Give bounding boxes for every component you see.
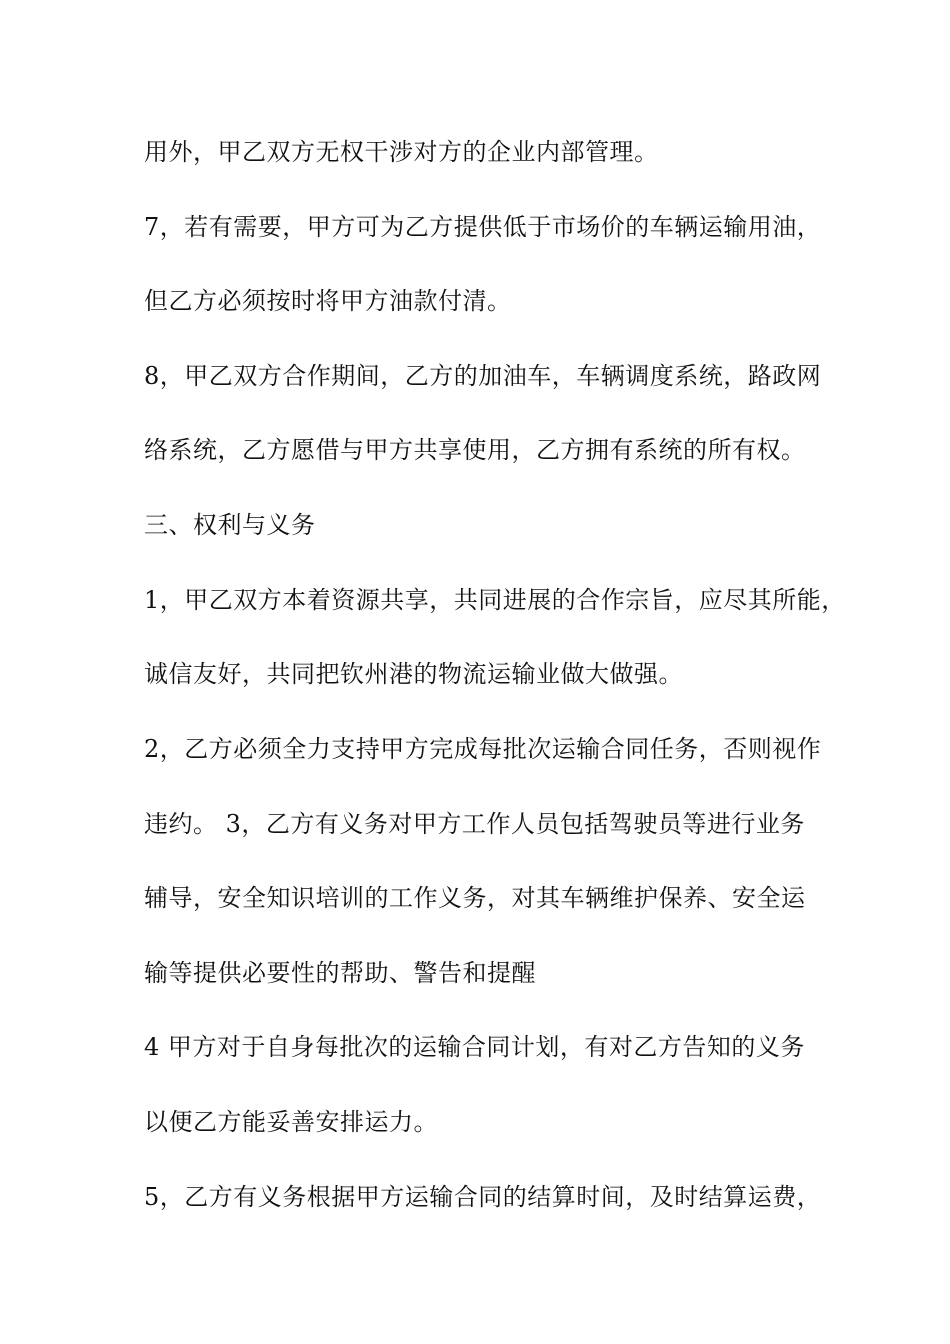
text-line: 8，甲乙双方合作期间，乙方的加油车，车辆调度系统，路政网: [144, 362, 822, 390]
text-line: 用外，甲乙双方无权干涉对方的企业内部管理。: [144, 138, 659, 166]
text-line: 以便乙方能妥善安排运力。: [144, 1108, 438, 1136]
text-line: 7，若有需要，甲方可为乙方提供低于市场价的车辆运输用油，: [144, 213, 822, 241]
text-line: 但乙方必须按时将甲方油款付清。: [144, 287, 512, 315]
text-line: 络系统，乙方愿借与甲方共享使用，乙方拥有系统的所有权。: [144, 436, 806, 464]
text-line: 违约。 3，乙方有义务对甲方工作人员包括驾驶员等进行业务: [144, 810, 805, 838]
text-line: 辅导，安全知识培训的工作义务，对其车辆维护保养、安全运: [144, 884, 806, 912]
section-heading: 三、权利与义务: [144, 511, 316, 539]
text-line: 5，乙方有义务根据甲方运输合同的结算时间，及时结算运费，: [144, 1183, 822, 1211]
text-line: 输等提供必要性的帮助、警告和提醒: [144, 959, 536, 987]
text-line: 1，甲乙双方本着资源共享，共同进展的合作宗旨，应尽其所能，: [144, 586, 846, 614]
text-line: 2，乙方必须全力支持甲方完成每批次运输合同任务，否则视作: [144, 735, 822, 763]
text-line: 诚信友好，共同把钦州港的物流运输业做大做强。: [144, 660, 683, 688]
text-line: 4 甲方对于自身每批次的运输合同计划，有对乙方告知的义务: [144, 1033, 805, 1061]
